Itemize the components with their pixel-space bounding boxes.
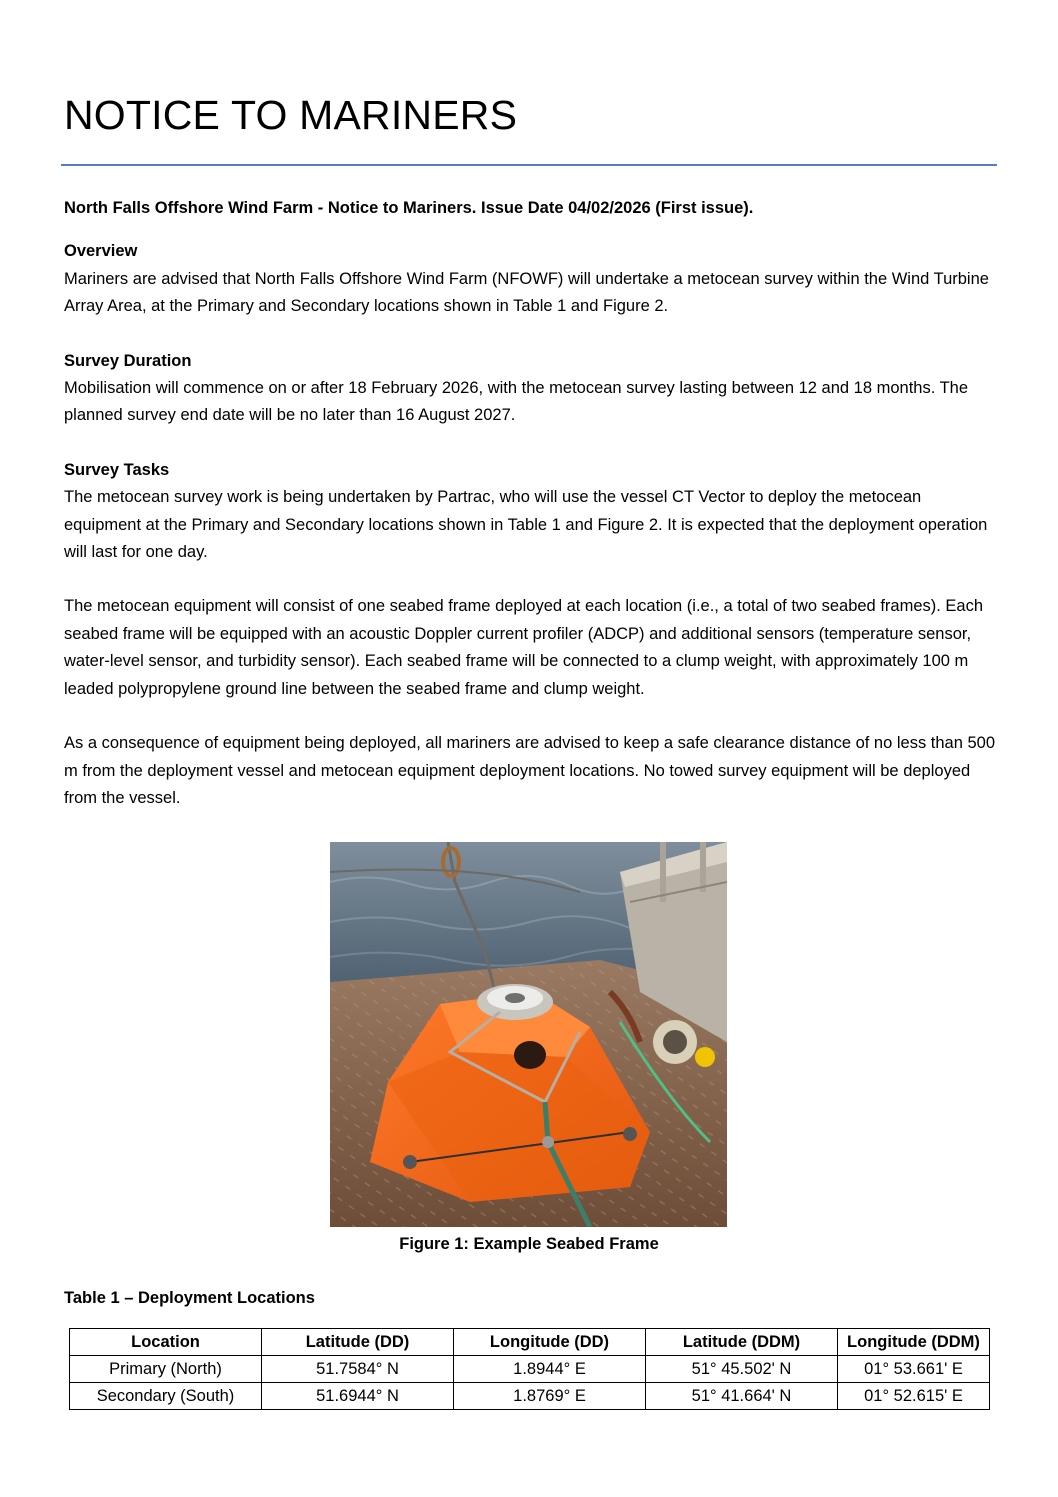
table-cell: 51.7584° N [262, 1356, 454, 1383]
column-header: Longitude (DDM) [838, 1329, 990, 1356]
section-paragraph: The metocean survey work is being undertaken by Partrac, who will use the vessel CT Vector to deploy the metocean equipment at the Primary and Secondary locations shown in Table 1 and Figure 2. It is expected that the deployment operation will last for one day. [64, 488, 988, 562]
seabed-frame-illustration [330, 842, 727, 1227]
section-heading-survey-duration: Survey Duration [64, 351, 192, 370]
table-cell: 01° 52.615' E [838, 1383, 990, 1410]
column-header: Location [70, 1329, 262, 1356]
table-row [70, 1356, 990, 1383]
section-heading-survey-tasks: Survey Tasks [64, 460, 170, 479]
table-cell: Secondary (South) [70, 1383, 262, 1410]
table-row [70, 1383, 990, 1410]
table-caption: Table 1 – Deployment Locations [64, 1289, 315, 1307]
issue-line: North Falls Offshore Wind Farm - Notice to Mariners. Issue Date 04/02/2026 (First issue). [64, 199, 754, 217]
table-header-row [70, 1329, 990, 1356]
section-paragraph: Mobilisation will commence on or after 18 February 2026, with the metocean survey lasting between 12 and 18 months. The planned survey end date will be no later than 16 August 2027. [64, 379, 969, 425]
seabed-frame-photo [330, 842, 727, 1227]
column-header: Longitude (DD) [454, 1329, 646, 1356]
section-heading-overview: Overview [64, 242, 138, 261]
page-title: NOTICE TO MARINERS [64, 92, 518, 138]
table-cell: 51° 41.664' N [646, 1383, 838, 1410]
table-cell: 1.8944° E [454, 1356, 646, 1383]
table-cell: 51° 45.502' N [646, 1356, 838, 1383]
section-paragraph: As a consequence of equipment being deployed, all mariners are advised to keep a safe clearance distance of no less than 500 m from the deployment vessel and metocean equipment deployment locations. No towed survey equipment will be deployed from the vessel. [64, 734, 996, 807]
figure-caption: Figure 1: Example Seabed Frame [399, 1235, 659, 1253]
table-cell: 01° 53.661' E [838, 1356, 990, 1383]
table-cell: 1.8769° E [454, 1383, 646, 1410]
column-header: Latitude (DDM) [646, 1329, 838, 1356]
document-body [64, 195, 999, 839]
section-paragraph: The metocean equipment will consist of one seabed frame deployed at each location (i.e., a total of two seabed frames). Each seabed frame will be equipped with an acoustic Doppler current profiler (ADCP) and additional sensors (temperature sensor, water-level sensor, and turbidity sensor). Each seabed frame will be connected to a clump weight, with approximately 100 m leaded polypropylene ground line between the seabed frame and clump weight. [64, 597, 984, 698]
table-cell: Primary (North) [70, 1356, 262, 1383]
title-rule [61, 164, 997, 166]
deployment-locations-table [69, 1328, 990, 1410]
section-paragraph: Mariners are advised that North Falls Offshore Wind Farm (NFOWF) will undertake a metocean survey within the Wind Turbine Array Area, at the Primary and Secondary locations shown in Table 1 and Figure 2. [64, 269, 989, 316]
table-cell: 51.6944° N [262, 1383, 454, 1410]
column-header: Latitude (DD) [262, 1329, 454, 1356]
